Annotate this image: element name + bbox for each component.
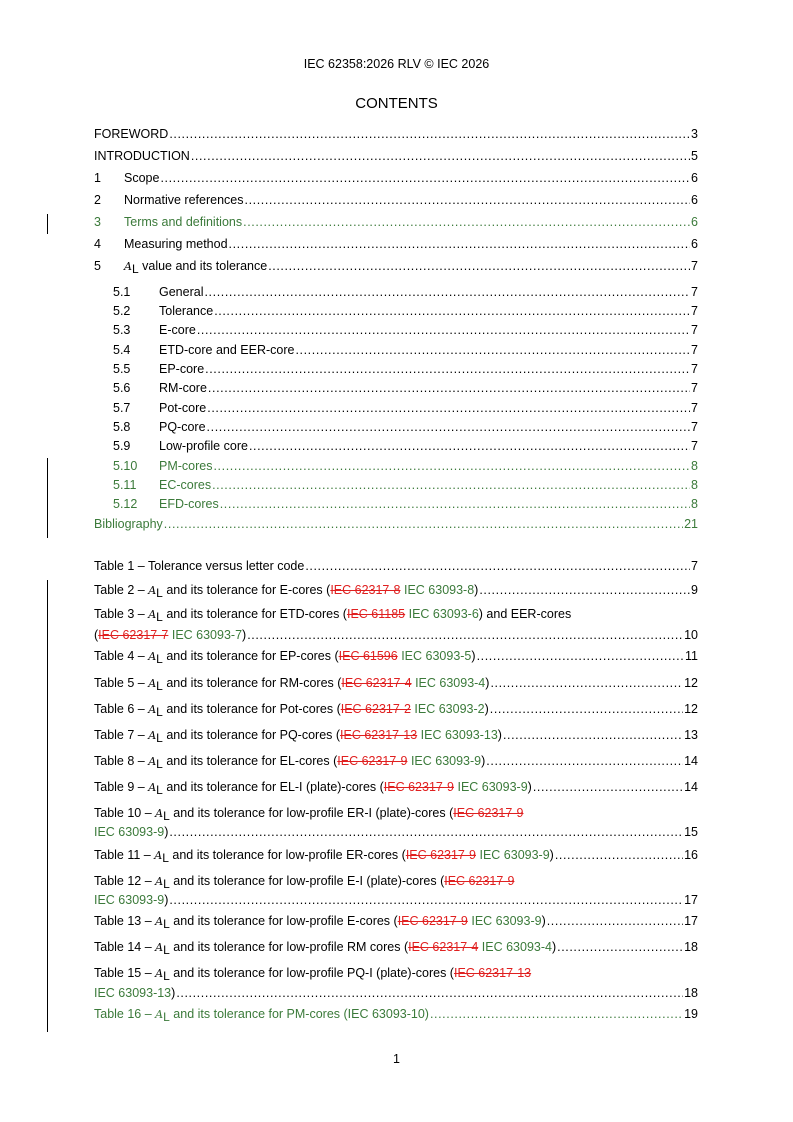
- toc-entry[interactable]: 5.9 Low-profile core ..... 7: [94, 438, 698, 454]
- al-symbol: $A_L$: [148, 677, 163, 693]
- toc-entry[interactable]: FOREWORD ..... 3: [94, 126, 698, 142]
- toc-entry[interactable]: 5.8 PQ-core ..... 7: [94, 419, 698, 435]
- change-bar: [47, 580, 48, 1032]
- toc-entry[interactable]: Bibliography ..... 21: [94, 516, 698, 532]
- toc-entry[interactable]: 5.6 RM-core ..... 7: [94, 380, 698, 396]
- toc-table-entry[interactable]: Table $9 - A_L$ and its tolerance for EL-I (plate)-cores (IEC 62317-9 IEC 63093-9) ..... 14: [94, 779, 698, 795]
- toc-entry[interactable]: 5.5 EP-core ..... 7: [94, 361, 698, 377]
- al-symbol: $A_L$: [155, 915, 170, 931]
- toc-table-entry-cont[interactable]: IEC 63093-9) ..... 17: [94, 892, 698, 908]
- toc-entry[interactable]: 5 $A_L$ value and its tolerance ..... 7: [94, 258, 698, 274]
- toc-table-entry[interactable]: Table $3 - A_L$ and its tolerance for ETD-cores (IEC 61185 IEC 63093-6) and EER-cores: [94, 607, 572, 624]
- toc-entry[interactable]: 5.11 EC-cores ..... 8: [94, 477, 698, 493]
- change-bar: [47, 458, 48, 538]
- page-header: IEC 62358:2026 RLV © IEC 2026: [303, 57, 490, 71]
- toc-table-entry[interactable]: Table $4 - A_L$ and its tolerance for EP-cores (IEC 61596 IEC 63093-5) ..... 11: [94, 648, 698, 664]
- al-symbol: $A_L$: [124, 260, 139, 276]
- al-symbol: $A_L$: [148, 729, 163, 745]
- toc-table-entry-cont[interactable]: IEC 63093-13) ..... 18: [94, 985, 698, 1001]
- toc-entry[interactable]: 5.12 EFD-cores ..... 8: [94, 496, 698, 512]
- toc-table-entry[interactable]: Table $15 - A_L$ and its tolerance for low-profile PQ-I (plate)-cores (IEC 62317-13: [94, 966, 532, 983]
- toc-table-entry[interactable]: Table $11 - A_L$ and its tolerance for low-profile ER-cores (IEC 62317-9 IEC 63093-9) ..... 16: [94, 847, 698, 863]
- toc-entry[interactable]: 5.3 E-core ..... 7: [94, 322, 698, 338]
- toc-table-entry[interactable]: Table $10 - A_L$ and its tolerance for low-profile ER-I (plate)-cores (IEC 62317-9: [94, 806, 524, 823]
- toc-entry[interactable]: 3 Terms and definitions ..... 6: [94, 214, 698, 230]
- toc-entry[interactable]: 1 Scope ..... 6: [94, 170, 698, 186]
- toc-entry[interactable]: 2 Normative references ..... 6: [94, 192, 698, 208]
- page-title: CONTENTS: [355, 95, 438, 112]
- page-number: 1: [393, 1052, 400, 1066]
- al-symbol: $A_L$: [155, 807, 170, 823]
- toc-table-entry[interactable]: Table $2 - A_L$ and its tolerance for E-cores (IEC 62317-8 IEC 63093-8) ..... 9: [94, 582, 698, 598]
- toc-entry[interactable]: 5.1 General ..... 7: [94, 284, 698, 300]
- toc-table-entry-cont[interactable]: (IEC 62317-7 IEC 63093-7) ..... 10: [94, 627, 698, 643]
- toc-table-entry[interactable]: Table $14 - A_L$ and its tolerance for low-profile RM cores (IEC 62317-4 IEC 63093-4) ..... 18: [94, 939, 698, 955]
- toc-table-entry[interactable]: Table $6 - A_L$ and its tolerance for Pot-cores (IEC 62317-2 IEC 63093-2) ..... 12: [94, 701, 698, 717]
- al-symbol: $A_L$: [155, 875, 170, 891]
- toc-entry[interactable]: 4 Measuring method ..... 6: [94, 236, 698, 252]
- al-symbol: $A_L$: [155, 941, 170, 957]
- toc-table-entry[interactable]: Table $7 - A_L$ and its tolerance for PQ-cores (IEC 62317-13 IEC 63093-13) ..... 13: [94, 727, 698, 743]
- toc-entry[interactable]: 5.2 Tolerance ..... 7: [94, 303, 698, 319]
- al-symbol: $A_L$: [148, 584, 163, 600]
- al-symbol: $A_L$: [154, 849, 169, 865]
- toc-table-entry[interactable]: Table $16 - A_L$ and its tolerance for PM-cores (IEC 63093-10) ..... 19: [94, 1006, 698, 1022]
- al-symbol: $A_L$: [148, 608, 163, 624]
- toc-table-entry[interactable]: Table $12 - A_L$ and its tolerance for low-profile E-I (plate)-cores (IEC 62317-9: [94, 874, 515, 891]
- toc-table-entry-cont[interactable]: IEC 63093-9) ..... 15: [94, 824, 698, 840]
- toc-table-entry[interactable]: Table $5 - A_L$ and its tolerance for RM-cores (IEC 62317-4 IEC 63093-4) ..... 12: [94, 675, 698, 691]
- al-symbol: $A_L$: [148, 781, 163, 797]
- al-symbol: $A_L$: [155, 1008, 170, 1024]
- toc-table-entry[interactable]: Table $13 - A_L$ and its tolerance for low-profile E-cores (IEC 62317-9 IEC 63093-9) ..... 17: [94, 913, 698, 929]
- al-symbol: $A_L$: [148, 703, 163, 719]
- toc-table-entry[interactable]: Table $8 - A_L$ and its tolerance for EL-cores (IEC 62317-9 IEC 63093-9) ..... 14: [94, 753, 698, 769]
- toc-entry[interactable]: 5.7 Pot-core ..... 7: [94, 400, 698, 416]
- toc-entry[interactable]: 5.10 PM-cores ..... 8: [94, 458, 698, 474]
- al-symbol: $A_L$: [155, 967, 170, 983]
- toc-entry[interactable]: 5.4 ETD-core and EER-core ..... 7: [94, 342, 698, 358]
- al-symbol: $A_L$: [148, 755, 163, 771]
- al-symbol: $A_L$: [148, 650, 163, 666]
- toc-table-entry[interactable]: Table 1 – Tolerance versus letter code ..... 7: [94, 558, 698, 574]
- change-bar: [47, 214, 48, 234]
- toc-entry[interactable]: INTRODUCTION ..... 5: [94, 148, 698, 164]
